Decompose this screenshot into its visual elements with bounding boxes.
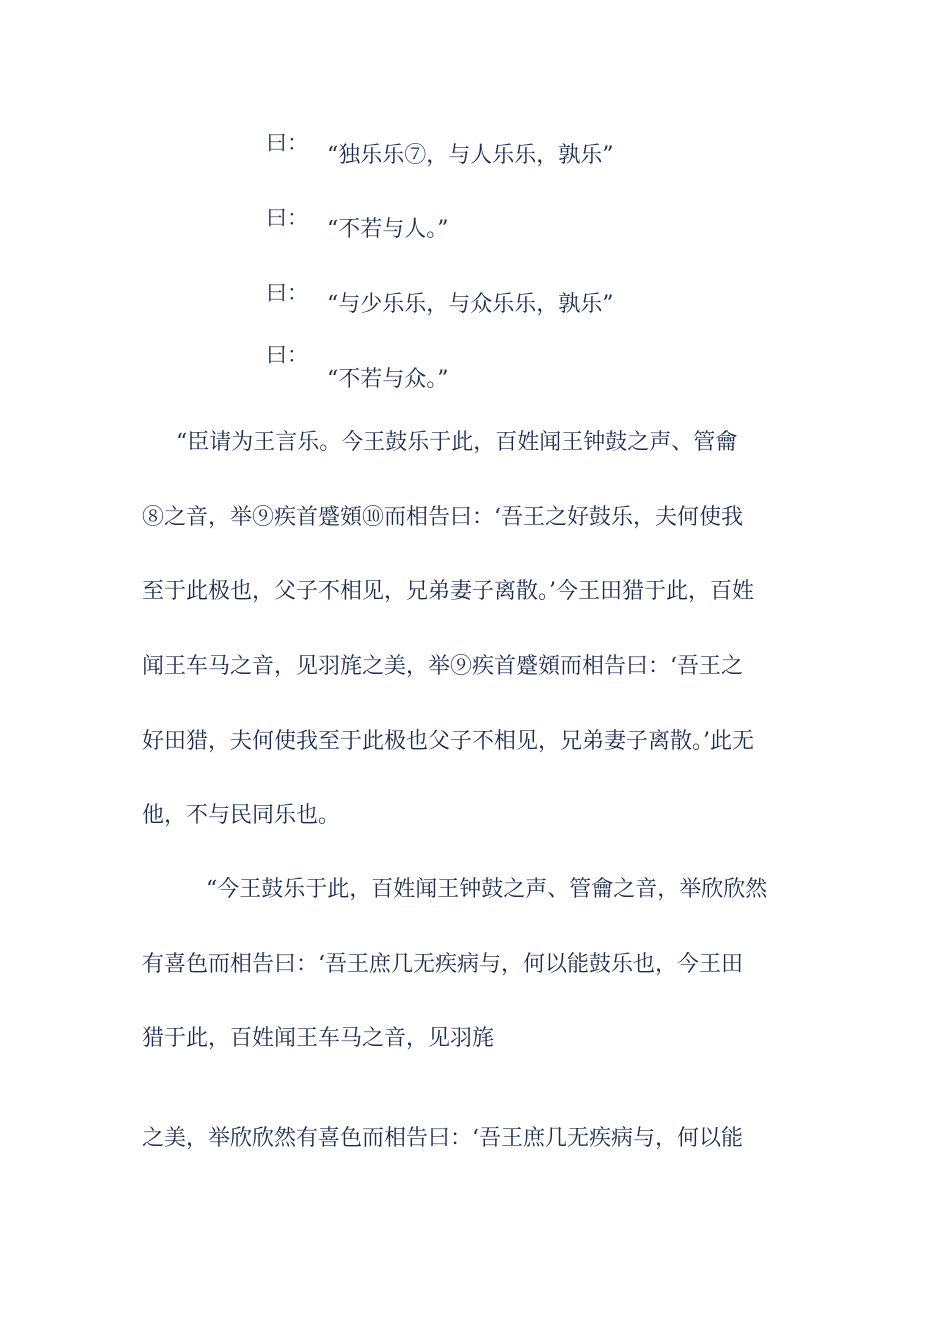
dialogue-speech: “与少乐乐，与众乐乐，孰乐”	[327, 292, 614, 317]
text-line: 好田猎，夫何使我至于此极也父子不相见，兄弟妻子离散。’此无	[142, 729, 754, 754]
text-line: 猎于此，百姓闻王车马之音，见羽旄	[142, 1026, 495, 1051]
text-line: 有喜色而相告曰：‘吾王庶几无疾病与，何以能鼓乐也，今王田	[142, 952, 743, 977]
text-line: 他，不与民同乐也。	[142, 803, 341, 828]
text-line: 至于此极也，父子不相见，兄弟妻子离散。’今王田猎于此，百姓	[142, 579, 754, 604]
dialogue-speech: “独乐乐⑦，与人乐乐，孰乐”	[327, 143, 614, 168]
text-line: “臣请为王言乐。今王鼓乐于此，百姓闻王钟鼓之声、管龠	[176, 430, 738, 455]
dialogue-speaker: 曰：	[266, 131, 308, 155]
dialogue-speech: “不若与众。”	[327, 367, 449, 392]
text-line: “今王鼓乐于此，百姓闻王钟鼓之声、管龠之音，举欣欣然	[206, 877, 768, 902]
text-line: 闻王车马之音，见羽旄之美，举⑨疾首蹙頞而相告曰：‘吾王之	[142, 654, 743, 679]
dialogue-speaker: 曰：	[266, 281, 308, 305]
text-line: 之美，举欣欣然有喜色而相告曰：‘吾王庶几无疾病与，何以能	[142, 1126, 743, 1151]
text-line: ⑧之音，举⑨疾首蹙頞⑩而相告曰：‘吾王之好鼓乐，夫何使我	[142, 505, 743, 530]
dialogue-speech: “不若与人。”	[327, 217, 449, 242]
dialogue-speaker: 曰：	[266, 343, 308, 367]
dialogue-speaker: 曰：	[266, 206, 308, 230]
